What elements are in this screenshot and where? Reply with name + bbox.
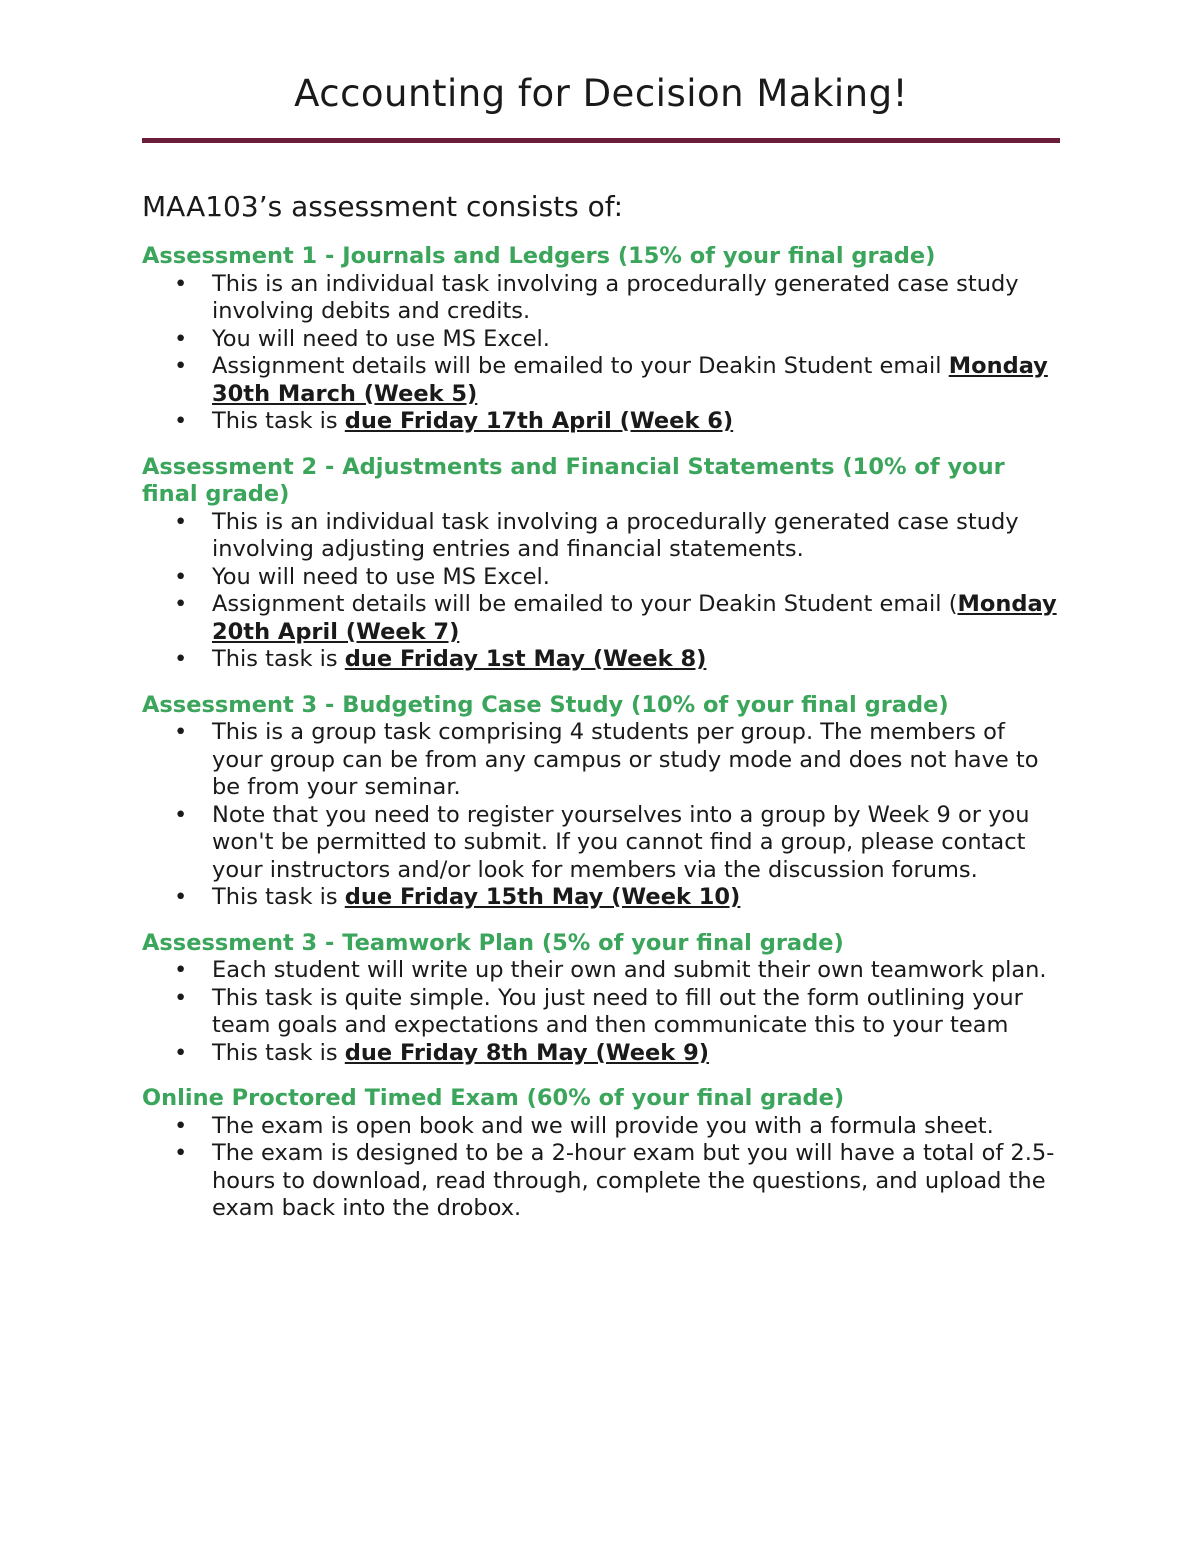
bullet-text: This is an individual task involving a procedurally generated case study involving adjusting entries and financial statements. <box>212 508 1019 562</box>
section-heading: Assessment 1 - Journals and Ledgers (15% of your final grade) <box>142 243 936 269</box>
list-item <box>142 326 1060 354</box>
bullet-icon: • <box>174 591 188 617</box>
bullet-list <box>142 719 1060 912</box>
bullet-icon: • <box>174 1039 188 1066</box>
bullet-text: You will need to use MS Excel. <box>212 325 550 352</box>
bullet-icon: • <box>174 1112 188 1139</box>
bullet-icon: • <box>174 508 188 535</box>
bullet-icon: • <box>174 984 188 1011</box>
bullet-icon: • <box>174 408 188 434</box>
section-heading: Assessment 2 - Adjustments and Financial Statements (10% of your final grade) <box>142 453 1005 507</box>
section-heading: Online Proctored Timed Exam (60% of your final grade) <box>142 1085 845 1111</box>
bullet-icon: • <box>174 563 188 590</box>
bullet-text: This task is <box>212 884 345 910</box>
bullet-text: Each student will write up their own and submit their own teamwork plan. <box>212 957 1047 983</box>
bullet-text: The exam is designed to be a 2-hour exam but you will have a total of 2.5-hours to download, read through, complete the questions, and upload the exam back into the drobox. <box>212 1140 1055 1221</box>
bullet-text: The exam is open book and we will provide you with a formula sheet. <box>212 1112 994 1139</box>
list-item <box>142 408 1060 436</box>
section-heading: Assessment 3 - Budgeting Case Study (10% of your final grade) <box>142 691 949 718</box>
list-item <box>142 1113 1060 1141</box>
bullet-icon: • <box>174 801 188 828</box>
assessment-section <box>142 1085 1060 1223</box>
bullet-text: Note that you need to register yourselves into a group by Week 9 or you won't be permitted to submit. If you cannot find a group, please contact your instructors and/or look for members via the discussion forums. <box>212 801 1030 883</box>
list-item <box>142 719 1060 802</box>
list-item <box>142 884 1060 912</box>
assessment-section <box>142 454 1060 674</box>
assessment-section <box>142 930 1060 1068</box>
list-item <box>142 957 1060 985</box>
list-item <box>142 509 1060 564</box>
bullet-text: You will need to use MS Excel. <box>212 563 550 590</box>
due-date-emphasis: Monday 20th April (Week 7) <box>212 591 1057 645</box>
assessment-section <box>142 692 1060 912</box>
bullet-list <box>142 271 1060 436</box>
due-date-emphasis: due Friday 1st May (Week 8) <box>344 646 707 672</box>
bullet-text: This task is quite simple. You just need to fill out the form outlining your team goals and expectations and then communicate this to your team <box>212 984 1023 1038</box>
assessment-sections <box>142 243 1060 1223</box>
bullet-list <box>142 509 1060 674</box>
due-date-emphasis: due Friday 8th May (Week 9) <box>344 1039 710 1066</box>
bullet-icon: • <box>174 884 188 910</box>
bullet-icon: • <box>174 1140 188 1166</box>
title-divider <box>142 138 1060 143</box>
bullet-list <box>142 957 1060 1067</box>
list-item <box>142 985 1060 1040</box>
bullet-list <box>142 1113 1060 1223</box>
list-item <box>142 646 1060 674</box>
list-item <box>142 591 1060 646</box>
due-date-emphasis: Monday 30th March (Week 5) <box>212 353 1048 407</box>
list-item <box>142 802 1060 885</box>
due-date-emphasis: due Friday 17th April (Week 6) <box>344 408 734 434</box>
section-heading: Assessment 3 - Teamwork Plan (5% of your final grade) <box>142 929 844 956</box>
list-item <box>142 1140 1060 1223</box>
bullet-text: This task is <box>212 646 345 672</box>
bullet-icon: • <box>174 957 188 983</box>
due-date-emphasis: due Friday 15th May (Week 10) <box>344 884 741 910</box>
document-title: Accounting for Decision Making! <box>294 72 908 115</box>
assessment-section <box>142 243 1060 436</box>
bullet-text: Assignment details will be emailed to your Deakin Student email <box>212 353 949 379</box>
bullet-text: This task is <box>212 408 345 434</box>
bullet-icon: • <box>174 646 188 672</box>
document-page <box>142 0 1060 1223</box>
list-item <box>142 564 1060 592</box>
bullet-text: This is an individual task involving a procedurally generated case study involving debits and credits. <box>212 270 1019 324</box>
bullet-text: This task is <box>212 1039 345 1066</box>
bullet-icon: • <box>174 719 188 745</box>
list-item <box>142 1040 1060 1068</box>
bullet-icon: • <box>174 270 188 297</box>
bullet-text: Assignment details will be emailed to your Deakin Student email ( <box>212 591 958 617</box>
intro-line: MAA103’s assessment consists of: <box>142 190 624 223</box>
bullet-icon: • <box>174 353 188 379</box>
list-item <box>142 271 1060 326</box>
bullet-icon: • <box>174 325 188 352</box>
list-item <box>142 353 1060 408</box>
bullet-text: This is a group task comprising 4 students per group. The members of your group can be from any campus or study mode and does not have to be from your seminar. <box>212 719 1039 800</box>
